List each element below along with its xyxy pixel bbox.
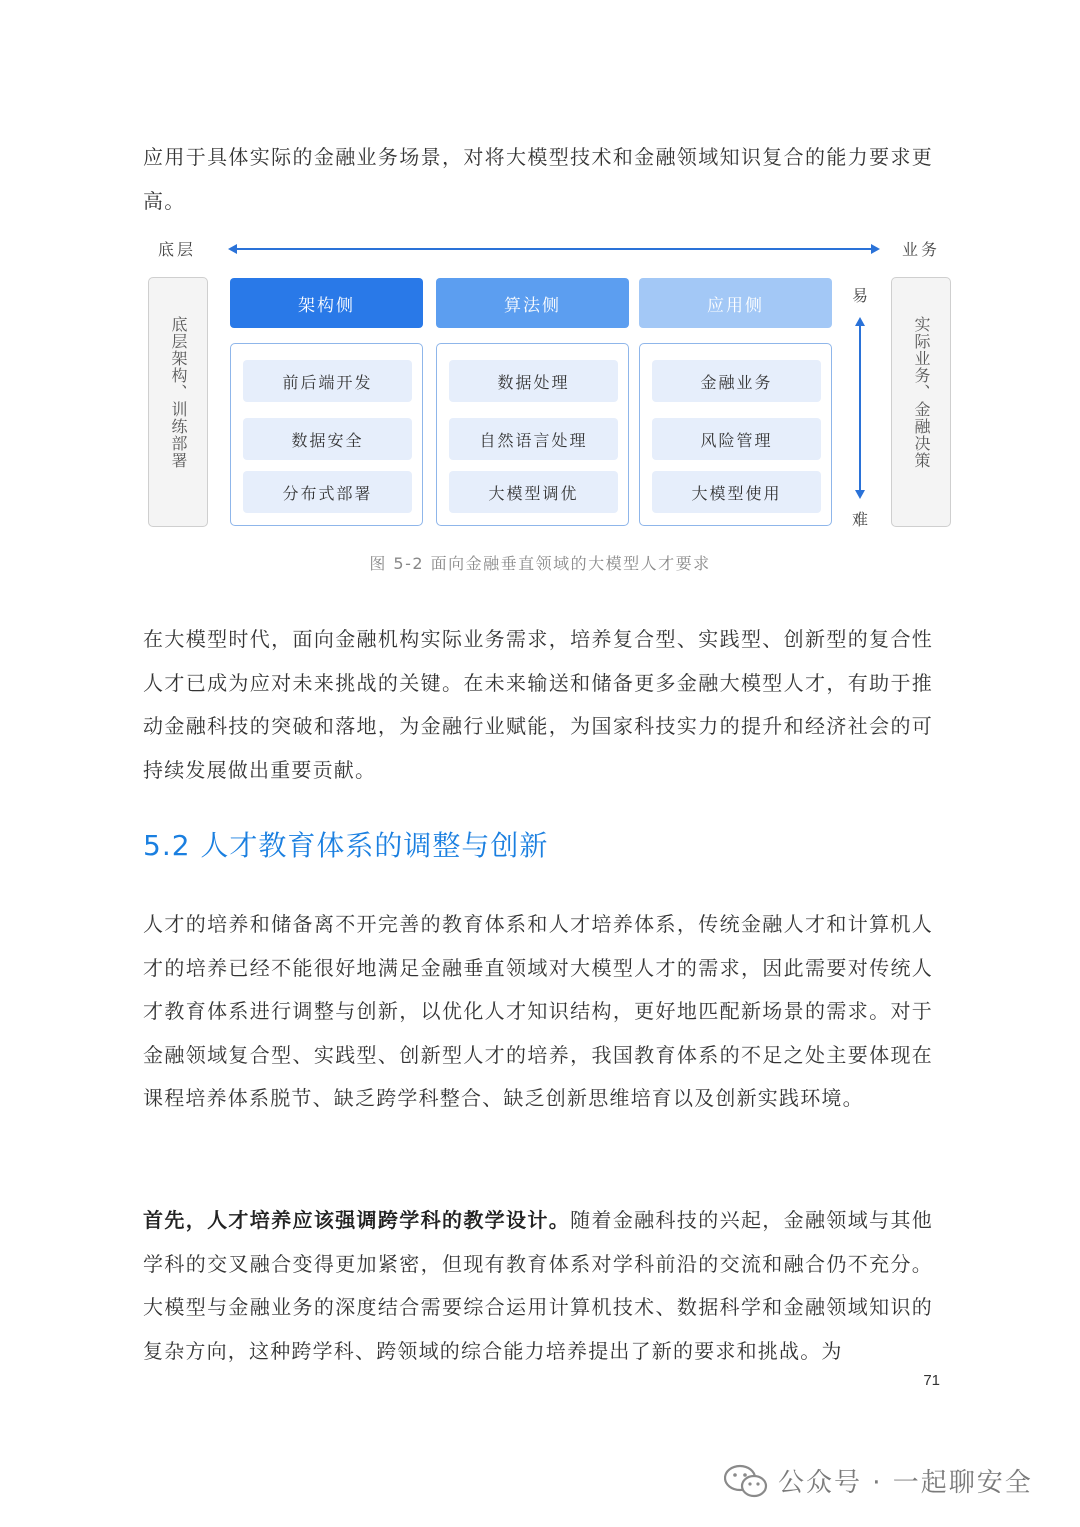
column-header-algorithm xyxy=(436,278,629,328)
paragraph-3-body: 随着金融科技的兴起，金融领域与其他学科的交叉融合变得更加紧密，但现有教育体系对学科前沿的交流和融合仍不充分。大模型与金融业务的深度结合需要综合运用计算机技术、数据科学和金融领域知识的复杂方向，这种跨学科、跨领域的综合能力培养提出了新的要求和挑战。为 xyxy=(143,1208,933,1363)
left-side-box xyxy=(148,277,208,527)
page-number: 71 xyxy=(923,1372,940,1389)
horizontal-double-arrow-icon xyxy=(228,239,880,259)
paragraph-3-lead: 首先，人才培养应该强调跨学科的教学设计。 xyxy=(143,1208,571,1232)
column-header-label: 应用侧 xyxy=(707,295,764,316)
footer-brand-text: 公众号 · 一起聊安全 xyxy=(778,1468,1033,1498)
right-side-box-label: 实际业务、金融决策 xyxy=(912,316,931,469)
paragraph-1: 在大模型时代，面向金融机构实际业务需求，培养复合型、实践型、创新型的复合性人才已成为应对未来挑战的关键。在未来输送和储备更多金融大模型人才，有助于推动金融科技的突破和落地，为金融行业赋能，为国家科技实力的提升和经济社会的可持续发展做出重要贡献。 xyxy=(143,627,933,782)
column-header-architecture xyxy=(230,278,423,328)
column-box-algorithm xyxy=(436,343,629,526)
difficulty-hard-label: 难 xyxy=(852,510,869,529)
column-item: 大模型使用 xyxy=(652,471,821,513)
vertical-double-arrow-icon xyxy=(852,317,868,499)
column-item: 数据处理 xyxy=(449,360,618,402)
column-box-architecture xyxy=(230,343,423,526)
column-item: 数据安全 xyxy=(243,418,412,460)
column-header-label: 算法侧 xyxy=(504,295,561,316)
column-item: 大模型调优 xyxy=(449,471,618,513)
axis-label-business: 业务 xyxy=(902,240,941,259)
column-box-application xyxy=(639,343,832,526)
column-item: 金融业务 xyxy=(652,360,821,402)
axis-label-bottom-layer: 底层 xyxy=(158,240,197,259)
column-header-application xyxy=(639,278,832,328)
paragraph-2: 人才的培养和储备离不开完善的教育体系和人才培养体系，传统金融人才和计算机人才的培养已经不能很好地满足金融垂直领域对大模型人才的需求，因此需要对传统人才教育体系进行调整与创新，以优化人才知识结构，更好地匹配新场景的需求。对于金融领域复合型、实践型、创新型人才的培养，我国教育体系的不足之处主要体现在课程培养体系脱节、缺乏跨学科整合、缺乏创新思维培育以及创新实践环境。 xyxy=(143,912,933,1110)
figure-caption: 图 5-2 面向金融垂直领域的大模型人才要求 xyxy=(369,554,711,573)
column-item: 风险管理 xyxy=(652,418,821,460)
column-item: 自然语言处理 xyxy=(449,418,618,460)
intro-paragraph: 应用于具体实际的金融业务场景，对将大模型技术和金融领域知识复合的能力要求更高。 xyxy=(143,145,933,213)
paragraph-3 xyxy=(143,1199,933,1373)
difficulty-easy-label: 易 xyxy=(852,286,869,305)
right-side-box xyxy=(891,277,951,527)
talent-requirement-diagram xyxy=(0,225,1080,535)
wechat-icon xyxy=(724,1463,768,1499)
section-title: 5.2 人才教育体系的调整与创新 xyxy=(143,829,549,862)
left-side-box-label: 底层架构、训练部署 xyxy=(169,316,188,469)
footer-watermark xyxy=(724,1462,1033,1499)
column-item: 分布式部署 xyxy=(243,471,412,513)
column-item: 前后端开发 xyxy=(243,360,412,402)
column-header-label: 架构侧 xyxy=(298,295,355,316)
